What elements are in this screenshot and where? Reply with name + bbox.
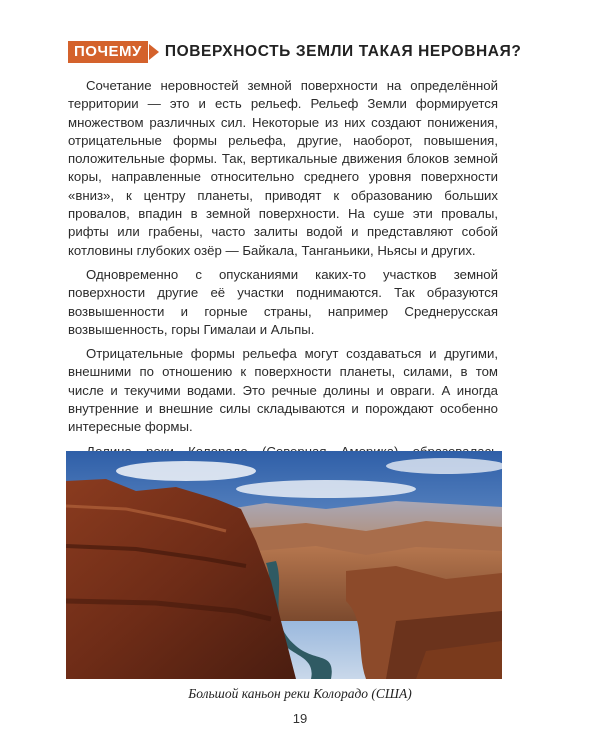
page-title: ПОВЕРХНОСТЬ ЗЕМЛИ ТАКАЯ НЕРОВНАЯ? bbox=[164, 43, 522, 60]
page-number: 19 bbox=[292, 711, 308, 726]
paragraph-3: Отрицательные формы рельефа могут создаваться и другими, внешними по отношению к поверхности планеты, силами, в том числе и текучими водами. Это речные долины и овраги. А иногда внутренние и внешние силы складываются и порождают особенно интересные формы. bbox=[68, 346, 498, 435]
paragraph-1: Сочетание неровностей земной поверхности на определённой территории — это и есть рельеф. Рельеф Земли формируется множеством различных сил. Некоторые из них создают понижения, отрицательные формы рельефа, другие, наоборот, повышения, положительные формы. Так, вертикальные движения блоков земной коры, направленные относительно среднего уровня поверхности «вниз», к центру планеты, приводят к образованию больших провалов, впадин в земной поверхности. На суше эти провалы, рифты или грабены, часто залиты водой и представляют собой котловины глубоких озёр — Байкала, Танганьики, Ньясы и других. bbox=[68, 78, 498, 258]
section-heading bbox=[68, 41, 560, 63]
arrow-icon bbox=[149, 44, 159, 60]
paragraph-2: Одновременно с опусканиями каких-то участков земной поверхности другие её участки поднимаются. Так образуются возвышенности и горные страны, например Среднерусская возвышенность, горы Гималаи и Альпы. bbox=[68, 266, 498, 337]
grand-canyon-photo bbox=[66, 451, 502, 679]
photo-caption: Большой каньон реки Колорадо (США) bbox=[188, 686, 412, 701]
body-text bbox=[68, 77, 498, 504]
why-tag: ПОЧЕМУ bbox=[68, 41, 148, 63]
canyon-illustration bbox=[66, 451, 502, 679]
